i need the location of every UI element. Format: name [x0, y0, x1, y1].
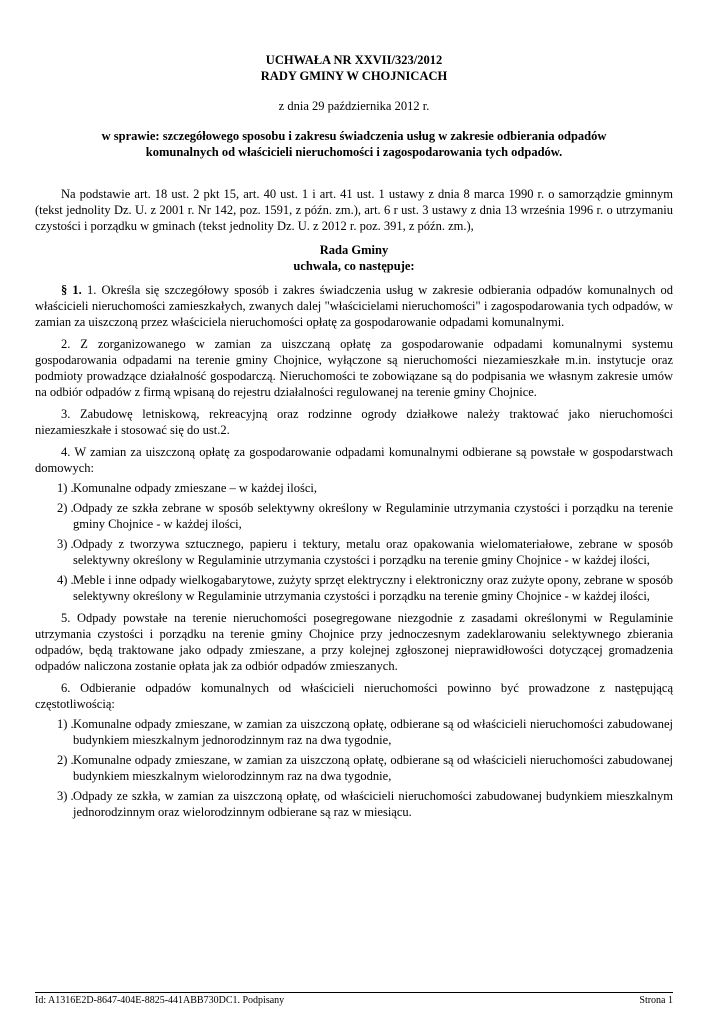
- section-1-paragraph-1: [35, 282, 673, 330]
- document-id: Id: A1316E2D-8647-404E-8825-441ABB730DC1. Podpisany: [35, 995, 285, 1006]
- resolution-number: UCHWAŁA NR XXVII/323/2012: [265, 53, 443, 67]
- council-line-1: Rada Gminy: [319, 243, 389, 257]
- council-name: RADY GMINY W CHOJNICACH: [260, 69, 448, 83]
- list-item: [35, 480, 673, 496]
- list-item-text: Komunalne odpady zmieszane – w każdej ilości,: [73, 481, 318, 495]
- list-item-number: 1) .: [57, 481, 74, 495]
- footer-divider: [35, 992, 673, 993]
- list-item: [35, 788, 673, 820]
- council-decision-heading: [35, 242, 673, 274]
- council-line-2: uchwala, co następuje:: [293, 259, 415, 273]
- list-item-text: Komunalne odpady zmieszane, w zamian za uiszczoną opłatę, odbierane są od właścicieli nieruchomości zabudowanej budynkiem mieszkalnym jednorodzinnym raz na dwa tygodnie,: [73, 717, 673, 747]
- resolution-date: z dnia 29 października 2012 r.: [278, 99, 430, 113]
- list-item-text: Odpady z tworzywa sztucznego, papieru i tektury, metalu oraz opakowania wielomateriałowe, zebrane w sposób selektywny określony w Regulaminie utrzymania czystości i porządku na terenie gminy Chojnice - w każdej ilości,: [73, 537, 673, 567]
- list-item-text: Odpady ze szkła zebrane w sposób selektywny określony w Regulaminie utrzymania czystości i porządku na terenie gminy Chojnice - w każdej ilości,: [73, 501, 673, 531]
- list-item-number: 2) .: [57, 501, 74, 515]
- section-1-paragraph-2: 2. Z zorganizowanego w zamian za uiszczaną opłatę za gospodarowanie odpadami komunalnymi systemu gospodarowania odpadami na terenie gminy Chojnice, wyłączone są nieruchomości niezamieszkałe m.in. instytucje oraz podmioty prowadzące działalność gospodarczą. Nieruchomości te zobowiązane są do podpisania we własnym zakresie umów na odbiór odpadów z firmą wpisaną do rejestru działalności regulowanej na terenie gminy Chojnice.: [35, 337, 673, 399]
- list-item-text: Meble i inne odpady wielkogabarytowe, zużyty sprzęt elektryczny i elektroniczny oraz zużyte opony, zebrane w sposób selektywny określony w Regulaminie utrzymania czystości i porządku na terenie gminy Chojnice - w każdej ilości,: [73, 573, 673, 603]
- page-number: Strona 1: [639, 995, 673, 1006]
- resolution-subject: [35, 128, 673, 160]
- list-item-number: 1) .: [57, 717, 74, 731]
- list-item-text: Komunalne odpady zmieszane, w zamian za uiszczoną opłatę, odbierane są od właścicieli nieruchomości zabudowanej budynkiem mieszkalnym wielorodzinnym raz na dwa tygodnie,: [73, 753, 673, 783]
- list-item: [35, 536, 673, 568]
- document-page: [35, 52, 673, 820]
- list-item-number: 3) .: [57, 537, 74, 551]
- list-item: [35, 716, 673, 748]
- list-item-text: Odpady ze szkła, w zamian za uiszczoną opłatę, od właścicieli nieruchomości zabudowanej budynkiem mieszkalnym jednorodzinnym oraz wielorodzinnym odbierane są raz w miesiącu.: [73, 789, 673, 819]
- subject-line-1: w sprawie: szczegółowego sposobu i zakresu świadczenia usług w zakresie odbierania odpadów: [101, 129, 607, 143]
- list-item-number: 4) .: [57, 573, 74, 587]
- list-item: [35, 752, 673, 784]
- list-item: [35, 572, 673, 604]
- section-1-paragraph-4: 4. W zamian za uiszczoną opłatę za gospodarowanie odpadami komunalnymi odbierane są powstałe w gospodarstwach domowych:: [35, 445, 673, 475]
- section-1-paragraph-3: 3. Zabudowę letniskową, rekreacyjną oraz rodzinne ogrody działkowe należy traktować jako nieruchomości niezamieszkałe i stosować się do ust.2.: [35, 407, 673, 437]
- section-mark: § 1.: [61, 283, 82, 297]
- list-item-number: 3) .: [57, 789, 74, 803]
- list-item-number: 2) .: [57, 753, 74, 767]
- list-item: [35, 500, 673, 532]
- collection-frequency-list: [35, 716, 673, 820]
- paragraph-text: 1. Określa się szczegółowy sposób i zakres świadczenia usług w zakresie odbierania odpadów komunalnych od właścicieli nieruchomości zamieszkałych, zwanych dalej "właścicielami nieruchomości" i zagospodarowania tych odpadów, w zamian za uiszczoną przez właściciela nieruchomości opłatę za gospodarowanie odpadami komunalnymi.: [35, 283, 674, 329]
- subject-line-2: komunalnych od właścicieli nieruchomości i zagospodarowania tych odpadów.: [145, 145, 563, 159]
- section-1-paragraph-5: 5. Odpady powstałe na terenie nieruchomości posegregowane niezgodnie z zasadami określonymi w Regulaminie utrzymania czystości i porządku na terenie gminy Chojnice przy jednoczesnym zadeklarowaniu selektywnego zbierania odpadów, będą traktowane jako odpady zmieszane, a przy kolejnej zgłoszonej nieprawidłowości dotyczącej gromadzenia odpadów naliczona zostanie opłata jak za odbiór odpadów zmieszanych.: [35, 611, 673, 673]
- section-1-paragraph-6: 6. Odbieranie odpadów komunalnych od właścicieli nieruchomości powinno być prowadzone z następującą częstotliwością:: [35, 681, 673, 711]
- waste-types-list: [35, 480, 673, 604]
- preamble: Na podstawie art. 18 ust. 2 pkt 15, art. 40 ust. 1 i art. 41 ust. 1 ustawy z dnia 8 marca 1990 r. o samorządzie gminnym (tekst jednolity Dz. U. z 2001 r. Nr 142, poz. 1591, z późn. zm.), art. 6 r ust. 3 ustawy z dnia 13 września 1996 r. o utrzymaniu czystości i porządku w gminach (tekst jednolity Dz. U. z 2012 r. poz. 391, z późn. zm.),: [35, 187, 673, 233]
